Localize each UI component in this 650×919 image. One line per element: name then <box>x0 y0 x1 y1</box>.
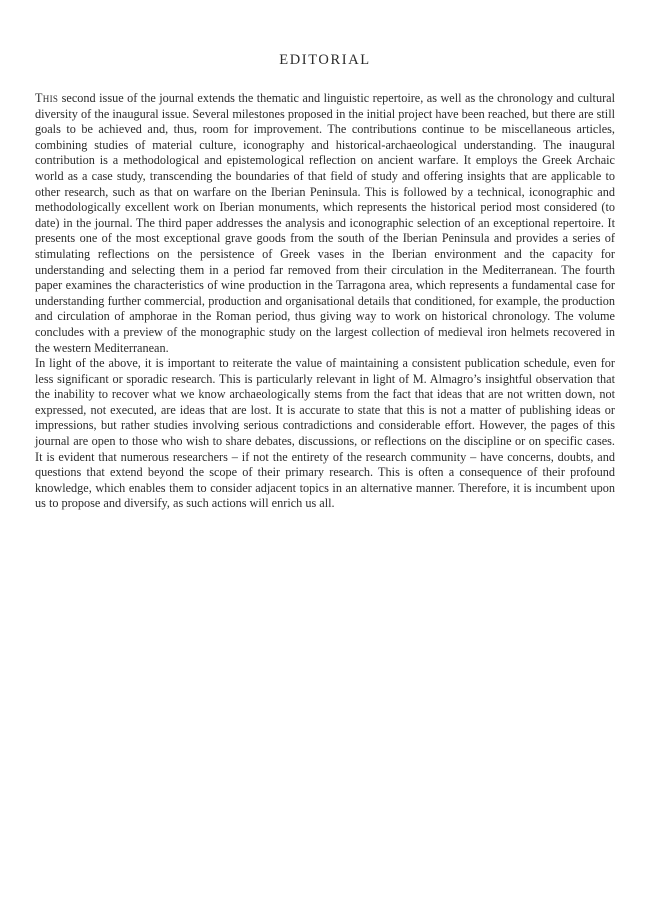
paragraph-2: In light of the above, it is important to reiterate the value of maintaining a consistent publication schedule, even for less significant or sporadic research. This is particularly relevant in light of M. Almagro’s insightful observation that the inability to recover what we know archaeologically stems from the fact that ideas that are not written down, not expressed, not executed, are ideas that are lost. It is accurate to state that this is not a matter of publishing ideas or impressions, but rather studies involving serious contradictions and considerable effort. However, the pages of this journal are open to those who wish to share debates, discussions, or reflections on the discipline or on specific cases. It is evident that numerous researchers – if not the entirety of the research community – have concerns, doubts, and questions that extend beyond the scope of their primary research. This is often a consequence of their profound knowledge, which enables them to consider adjacent topics in an alternative manner. Therefore, it is incumbent upon us to propose and diversify, as such actions will enrich us all. <box>35 356 615 511</box>
page-title: EDITORIAL <box>279 52 371 68</box>
document-page <box>35 0 615 512</box>
paragraph-1 <box>35 91 615 356</box>
lead-in-smallcaps: This <box>35 91 59 105</box>
editorial-body <box>35 91 615 512</box>
paragraph-1-text: second issue of the journal extends the thematic and linguistic repertoire, as well as the chronology and cultural diversity of the inaugural issue. Several milestones proposed in the initial project have been reached, but there are still goals to be achieved and, thus, room for improvement. The contributions continue to be miscellaneous articles, combining studies of material culture, iconography and historical-archaeological understanding. The inaugural contribution is a methodological and epistemological reflection on ancient warfare. It employs the Greek Archaic world as a case study, transcending the boundaries of that field of study and offering insights that are applicable to other research, such as that on warfare on the Iberian Peninsula. This is followed by a technical, iconographic and methodologically excellent work on Iberian monuments, which represents the historical period most considered (to date) in the journal. The third paper addresses the analysis and iconographic selection of an exceptional repertoire. It presents one of the most exceptional grave goods from the south of the Iberian Peninsula and provides a series of stimulating reflections on the persistence of Greek vases in the Iberian environment and the capacity for understanding and selecting them in a period far removed from their circulation in the Mediterranean. The fourth paper examines the characteristics of wine production in the Tarragona area, which represents a fundamental case for understanding further commercial, production and organisational details that conditioned, for example, the production and circulation of amphorae in the Roman period, thus giving way to work on historical chronology. The volume concludes with a preview of the monographic study on the largest collection of medieval iron helmets recovered in the western Mediterranean. <box>35 91 615 355</box>
